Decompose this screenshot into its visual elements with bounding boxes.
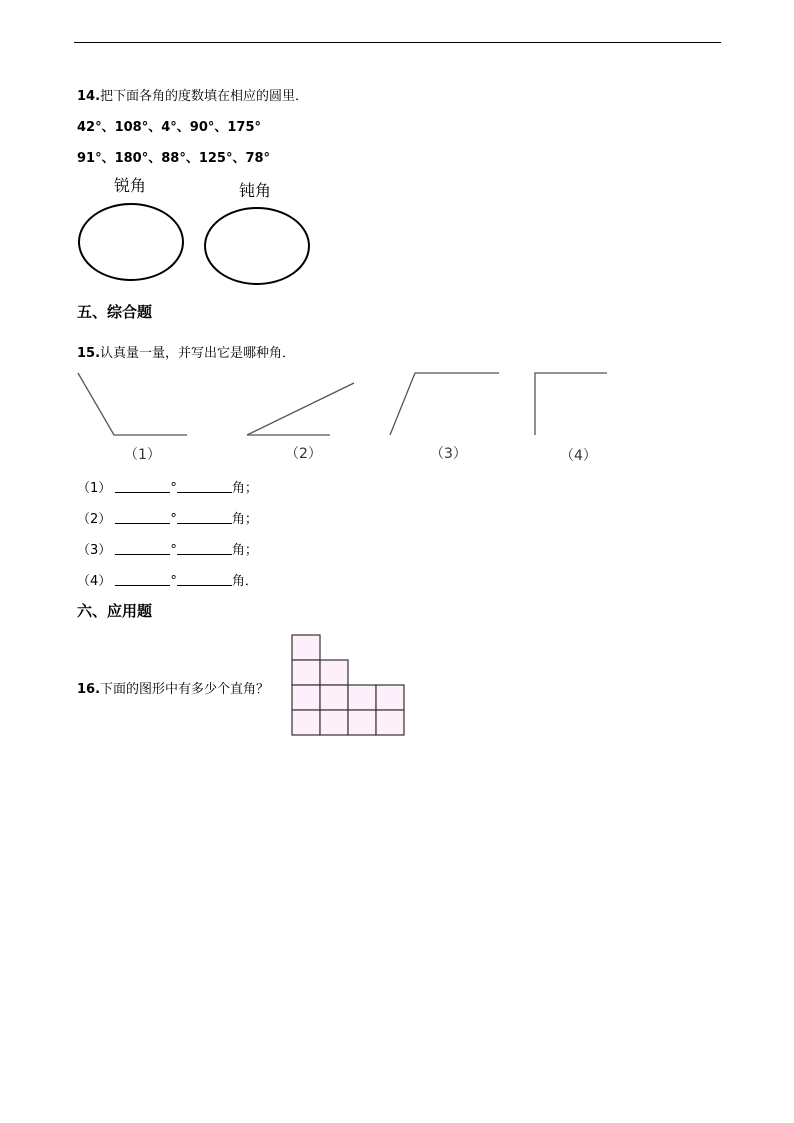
answer-4-degree-sign: ° <box>170 574 177 589</box>
answer-2-suffix: 角； <box>231 512 258 527</box>
answer-3-degree-sign: ° <box>170 543 177 558</box>
question-14-number: 14. <box>77 89 101 104</box>
angle-3-label: （3） <box>430 446 467 462</box>
angle-1-label: （1） <box>124 447 161 463</box>
angle-ovals-figure <box>70 170 320 290</box>
angle-1-shape <box>78 373 187 435</box>
grid-cell <box>376 685 404 710</box>
question-16-text: 下面的图形中有多少个直角？ <box>100 682 270 697</box>
answer-4-degree-blank[interactable] <box>115 573 170 586</box>
acute-angle-label: 锐角 <box>114 176 147 195</box>
answer-row-3 <box>77 539 258 558</box>
question-16-number: 16. <box>77 682 101 697</box>
grid-cell <box>292 660 320 685</box>
grid-cell <box>348 710 376 735</box>
answer-row-4 <box>77 570 258 589</box>
grid-cell <box>292 710 320 735</box>
angle-2-shape <box>247 383 354 435</box>
grid-cell <box>348 685 376 710</box>
obtuse-angle-label: 钝角 <box>239 181 272 200</box>
question-15 <box>77 342 295 361</box>
section-5-heading: 五、综合题 <box>77 303 153 321</box>
question-16 <box>77 678 269 697</box>
answer-4-type-blank[interactable] <box>177 573 232 586</box>
answer-1-type-blank[interactable] <box>177 480 232 493</box>
question-15-text: 认真量一量，并写出它是哪种角． <box>100 346 296 361</box>
answer-4-number: （4） <box>77 574 112 589</box>
answer-3-degree-blank[interactable] <box>115 542 170 555</box>
angles-line-1: 42°、108°、4°、90°、175° <box>77 120 261 135</box>
answer-row-2 <box>77 508 258 527</box>
answer-1-number: （1） <box>77 481 112 496</box>
angles-line-2: 91°、180°、88°、125°、78° <box>77 151 271 166</box>
grid-cell <box>376 710 404 735</box>
answer-2-number: （2） <box>77 512 112 527</box>
acute-angle-oval <box>79 204 183 280</box>
grid-cell <box>320 710 348 735</box>
answer-2-type-blank[interactable] <box>177 511 232 524</box>
answer-3-type-blank[interactable] <box>177 542 232 555</box>
question-15-number: 15. <box>77 346 101 361</box>
angles-figure <box>70 365 630 470</box>
angle-4-label: （4） <box>560 448 597 464</box>
angle-2-label: （2） <box>285 446 322 462</box>
grid-cell <box>320 685 348 710</box>
answer-4-suffix: 角． <box>231 574 258 589</box>
answer-1-suffix: 角； <box>231 481 258 496</box>
question-14-text: 把下面各角的度数填在相应的圆里． <box>100 89 309 104</box>
grid-cell <box>292 635 320 660</box>
header-rule <box>74 42 721 43</box>
answer-1-degree-sign: ° <box>170 481 177 496</box>
answer-2-degree-sign: ° <box>170 512 177 527</box>
angle-3-shape <box>390 373 499 435</box>
answer-3-number: （3） <box>77 543 112 558</box>
grid-cell <box>320 660 348 685</box>
answer-2-degree-blank[interactable] <box>115 511 170 524</box>
question-14 <box>77 85 308 104</box>
answer-3-suffix: 角； <box>231 543 258 558</box>
grid-cell <box>292 685 320 710</box>
obtuse-angle-oval <box>205 208 309 284</box>
section-6-heading: 六、应用题 <box>77 602 153 620</box>
angle-4-shape <box>535 373 607 435</box>
answer-1-degree-blank[interactable] <box>115 480 170 493</box>
staircase-grid-figure <box>290 633 406 737</box>
answer-row-1 <box>77 477 258 496</box>
